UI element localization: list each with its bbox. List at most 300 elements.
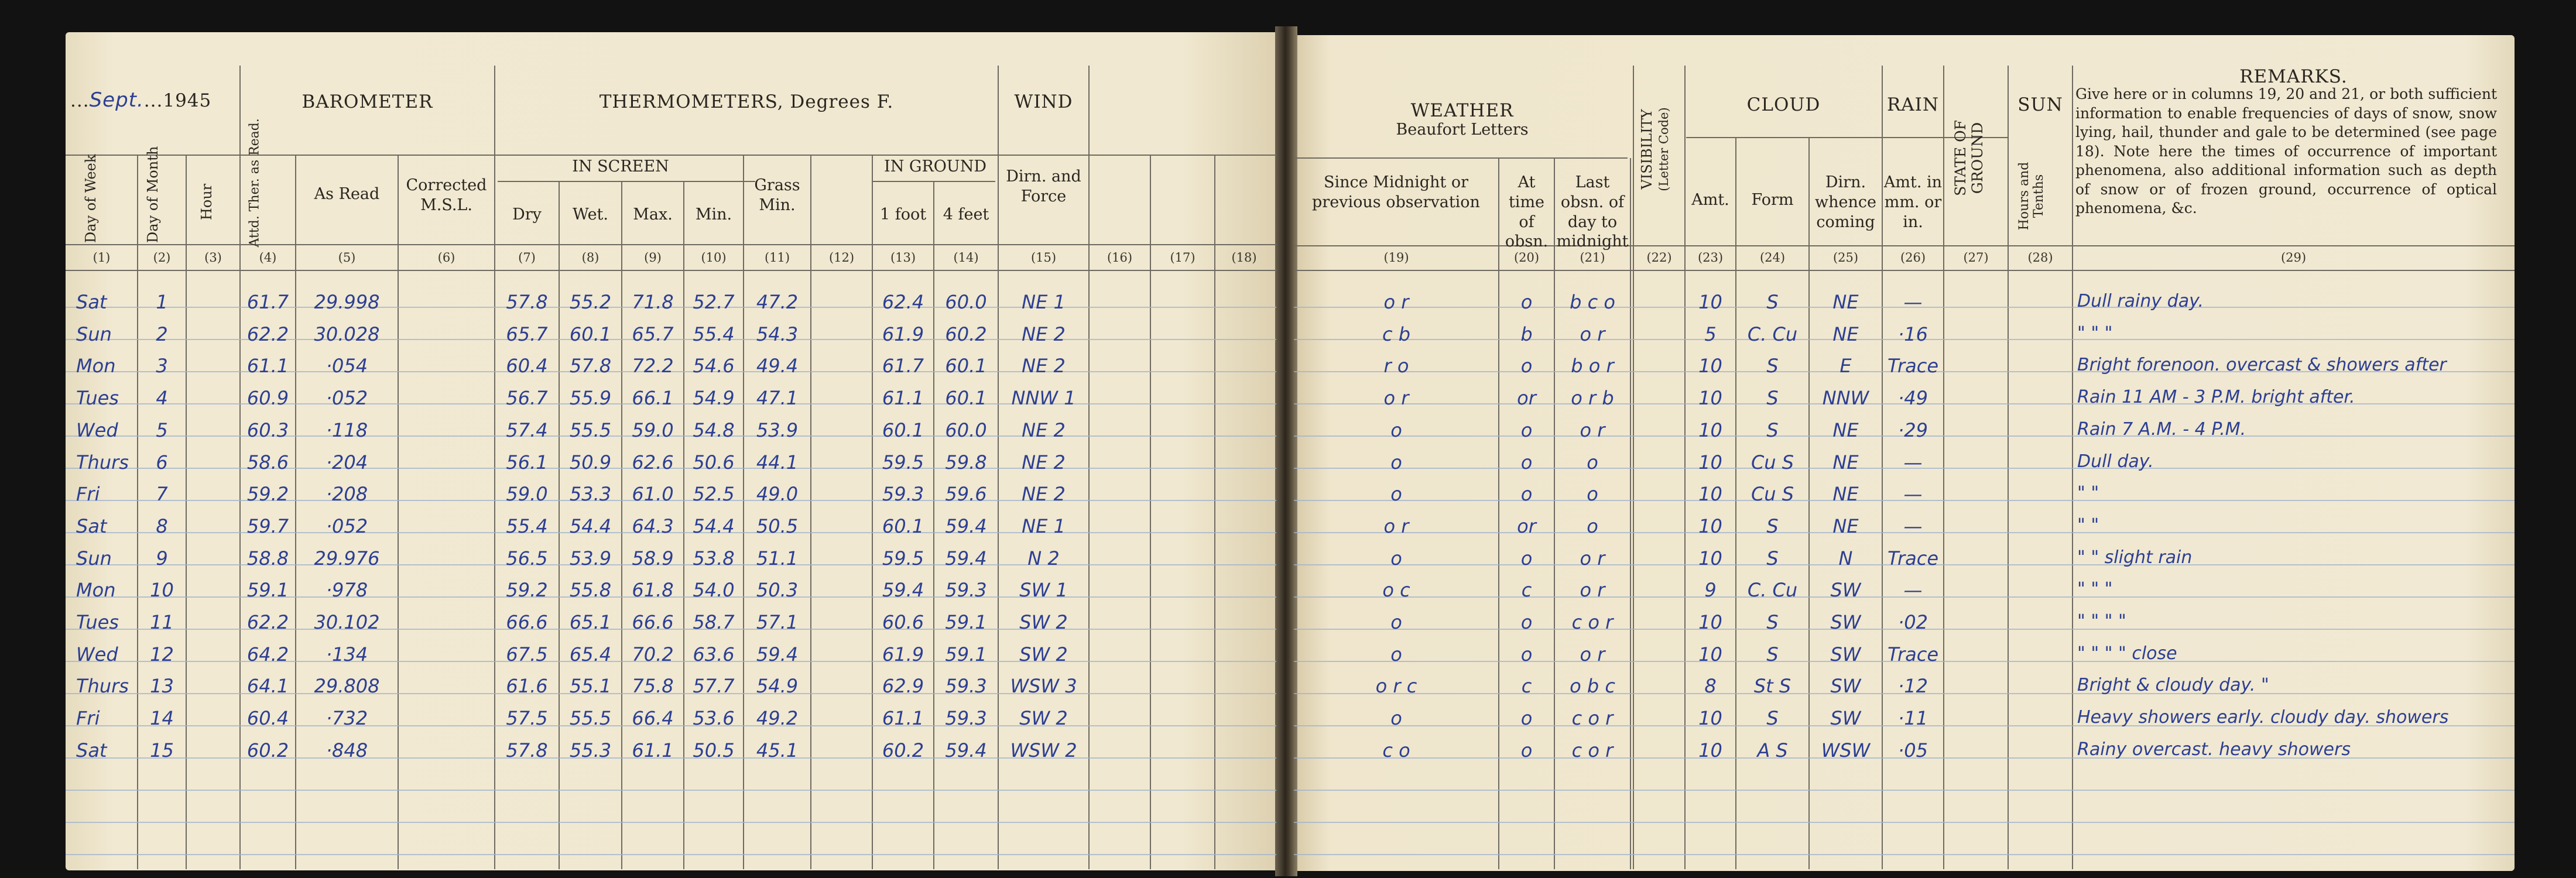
cell-c-amt: 10 [1698, 419, 1722, 441]
cell-grass: 57.1 [756, 611, 799, 633]
col-day-of-week: Day of Week [83, 154, 99, 243]
cell-feet4: 60.0 [945, 291, 987, 313]
cell-max: 64.3 [632, 515, 674, 537]
cell-dow: Thurs [76, 451, 129, 474]
cell-wet: 55.3 [569, 739, 612, 762]
cell-attd: 64.1 [246, 675, 289, 698]
cell-w-last: o r [1580, 419, 1605, 441]
cell-w-last: o [1587, 451, 1598, 474]
cell-c-form: Cu S [1751, 451, 1794, 474]
cell-as-read: ·052 [326, 387, 368, 410]
cell-min: 50.6 [693, 451, 735, 474]
cell-foot1: 60.6 [882, 611, 924, 633]
cell-rain: ·29 [1898, 419, 1928, 441]
sun-heading: SUN [2017, 94, 2063, 115]
cell-remark: Dull rainy day. [2077, 291, 2204, 311]
wind-heading: WIND [1014, 91, 1073, 112]
cell-c-dirn: NE [1832, 483, 1859, 506]
cell-dow: Sun [76, 547, 112, 570]
cell-dom: 1 [156, 291, 168, 313]
col-last-obsn: Last obsn. of day to midnight [1556, 173, 1629, 251]
colnum: (14) [953, 251, 979, 265]
cell-attd: 64.2 [246, 643, 289, 666]
cell-w-last: o r [1580, 547, 1605, 570]
cell-c-dirn: NE [1832, 515, 1859, 537]
colnum: (5) [338, 251, 356, 265]
cell-wet: 60.1 [569, 323, 612, 345]
cell-as-read: ·208 [326, 483, 368, 506]
cell-min: 58.7 [693, 611, 735, 633]
cell-w-last: o [1587, 515, 1598, 537]
cell-c-form: S [1766, 355, 1779, 378]
cell-min: 55.4 [693, 323, 735, 345]
cell-w-since: o r [1383, 387, 1409, 410]
cell-w-last: o r b [1571, 387, 1614, 410]
cell-w-since: c o [1382, 739, 1410, 762]
cell-rain: — [1903, 451, 1923, 474]
cell-wind: WSW 2 [1010, 739, 1077, 762]
cell-max: 61.0 [632, 483, 674, 506]
cell-rain: ·02 [1898, 611, 1928, 633]
colnum: (8) [581, 251, 600, 265]
cell-wet: 55.2 [569, 291, 612, 313]
cell-foot1: 61.1 [882, 707, 924, 730]
cell-feet4: 59.1 [945, 643, 987, 666]
cell-attd: 58.8 [246, 547, 289, 570]
col-since-midnight: Since Midnight or previous observation [1312, 173, 1480, 211]
cell-dow: Sat [76, 291, 107, 313]
cell-dow: Fri [76, 483, 100, 506]
cell-as-read: ·848 [326, 739, 368, 762]
cell-min: 52.5 [693, 483, 735, 506]
cell-w-at: o [1520, 611, 1533, 633]
cell-min: 52.7 [693, 291, 735, 313]
cell-c-amt: 10 [1698, 291, 1722, 313]
cell-rain: Trace [1887, 547, 1939, 570]
cell-w-at: o [1520, 547, 1533, 570]
cell-c-form: C. Cu [1747, 579, 1798, 602]
cell-attd: 61.1 [246, 355, 289, 378]
cell-dom: 2 [156, 323, 168, 345]
cell-dry: 66.6 [506, 611, 548, 633]
cell-as-read: 29.976 [314, 547, 380, 570]
cell-dry: 60.4 [506, 355, 548, 378]
col-as-read: As Read [314, 185, 380, 203]
cell-grass: 59.4 [756, 643, 799, 666]
col-wet: Wet. [573, 205, 608, 224]
col-4-feet: 4 feet [943, 205, 989, 224]
cell-dom: 8 [156, 515, 168, 537]
col-attd-ther: Attd. Ther. as Read. [247, 118, 262, 248]
cell-wet: 55.8 [569, 579, 612, 602]
cell-dom: 7 [156, 483, 168, 506]
cell-as-read: ·054 [326, 355, 368, 378]
cell-grass: 44.1 [756, 451, 799, 474]
colnum: (27) [1963, 251, 1989, 265]
cell-dry: 56.1 [506, 451, 548, 474]
cell-feet4: 60.2 [945, 323, 987, 345]
cell-rain: — [1903, 515, 1923, 537]
cell-w-since: r o [1383, 355, 1409, 378]
cell-c-amt: 10 [1698, 387, 1722, 410]
cell-rain: ·11 [1898, 707, 1928, 730]
cell-c-dirn: SW [1830, 579, 1861, 602]
cell-dry: 56.5 [506, 547, 548, 570]
cell-as-read: ·204 [326, 451, 368, 474]
cell-wind: NE 2 [1022, 483, 1066, 506]
cell-min: 54.9 [693, 387, 735, 410]
beaufort-subheading: Beaufort Letters [1396, 121, 1529, 139]
cell-max: 70.2 [632, 643, 674, 666]
cell-max: 75.8 [632, 675, 674, 698]
cell-attd: 60.3 [246, 419, 289, 441]
cell-c-amt: 10 [1698, 739, 1722, 762]
cell-feet4: 59.8 [945, 451, 987, 474]
cell-grass: 51.1 [756, 547, 799, 570]
cell-grass: 47.2 [756, 291, 799, 313]
cell-grass: 45.1 [756, 739, 799, 762]
cell-feet4: 59.1 [945, 611, 987, 633]
cell-max: 58.9 [632, 547, 674, 570]
cell-foot1: 59.3 [882, 483, 924, 506]
colnum: (15) [1030, 251, 1057, 265]
colnum: (28) [2027, 251, 2053, 265]
cell-wet: 55.5 [569, 419, 612, 441]
cell-attd: 60.9 [246, 387, 289, 410]
cell-as-read: 29.998 [314, 291, 380, 313]
cell-c-form: St S [1753, 675, 1791, 698]
in-screen-heading: IN SCREEN [572, 157, 669, 176]
cell-rain: ·49 [1898, 387, 1928, 410]
cell-c-amt: 10 [1698, 611, 1722, 633]
cell-w-at: or [1517, 515, 1536, 537]
colnum: (16) [1107, 251, 1133, 265]
cell-w-at: c [1521, 579, 1532, 602]
cell-dow: Mon [76, 579, 116, 602]
cell-max: 62.6 [632, 451, 674, 474]
cell-w-since: o [1390, 643, 1402, 666]
month-handwritten: Sept. [89, 88, 144, 112]
cell-c-amt: 10 [1698, 643, 1722, 666]
cell-remark: " " [2077, 483, 2099, 504]
cell-min: 54.0 [693, 579, 735, 602]
colnum: (10) [701, 251, 727, 265]
cell-w-since: o [1390, 419, 1402, 441]
cell-grass: 50.5 [756, 515, 799, 537]
cell-w-since: o [1390, 547, 1402, 570]
col-dry: Dry [512, 205, 542, 224]
cell-wind: SW 2 [1019, 643, 1068, 666]
cell-as-read: 30.102 [314, 611, 380, 633]
col-hour: Hour [198, 183, 215, 221]
cell-foot1: 62.9 [882, 675, 924, 698]
cloud-heading: CLOUD [1746, 94, 1821, 115]
cell-c-amt: 10 [1698, 483, 1722, 506]
cell-wet: 57.8 [569, 355, 612, 378]
cell-wet: 55.5 [569, 707, 612, 730]
cell-w-at: o [1520, 419, 1533, 441]
cell-foot1: 59.5 [882, 547, 924, 570]
cell-w-since: o r [1383, 291, 1409, 313]
cell-c-dirn: NNW [1822, 387, 1869, 410]
cell-max: 71.8 [632, 291, 674, 313]
cell-w-last: o [1587, 483, 1598, 506]
cell-c-dirn: NE [1832, 419, 1859, 441]
cell-max: 61.8 [632, 579, 674, 602]
cell-w-at: o [1520, 291, 1533, 313]
cell-c-amt: 10 [1698, 547, 1722, 570]
col-hours-tenths: Hours and Tenths [2017, 162, 2047, 231]
cell-attd: 59.1 [246, 579, 289, 602]
cell-as-read: ·732 [326, 707, 368, 730]
cell-as-read: ·134 [326, 643, 368, 666]
cell-c-dirn: SW [1830, 643, 1861, 666]
cell-c-dirn: WSW [1821, 739, 1871, 762]
cell-max: 66.1 [632, 387, 674, 410]
cell-c-form: S [1766, 643, 1779, 666]
cell-c-form: S [1766, 707, 1779, 730]
barometer-heading: BAROMETER [302, 91, 433, 112]
cell-dow: Tues [76, 611, 119, 633]
cell-remark: Rainy overcast. heavy showers [2077, 739, 2351, 760]
colnum: (18) [1231, 251, 1257, 265]
cell-wind: NE 2 [1022, 323, 1066, 345]
month-year-heading: ...Sept....1945 [70, 88, 212, 112]
colnum: (21) [1580, 251, 1605, 265]
cell-attd: 59.7 [246, 515, 289, 537]
cell-dow: Fri [76, 707, 100, 730]
colnum: (12) [828, 251, 855, 265]
cell-wind: NE 1 [1022, 291, 1066, 313]
cell-dom: 3 [156, 355, 168, 378]
col-max: Max. [633, 205, 673, 224]
cell-c-form: S [1766, 387, 1779, 410]
cell-dow: Thurs [76, 675, 129, 698]
cell-min: 54.4 [693, 515, 735, 537]
cell-w-at: o [1520, 643, 1533, 666]
cell-c-amt: 10 [1698, 355, 1722, 378]
rain-heading: RAIN [1886, 94, 1940, 115]
cell-c-amt: 10 [1698, 451, 1722, 474]
cell-min: 53.6 [693, 707, 735, 730]
col-amt: Amt. [1691, 191, 1729, 209]
cell-rain: ·16 [1898, 323, 1928, 345]
cell-w-last: c o r [1571, 739, 1614, 762]
cell-rain: ·05 [1898, 739, 1928, 762]
colnum: (2) [153, 251, 171, 265]
cell-dry: 57.8 [506, 291, 548, 313]
cell-grass: 53.9 [756, 419, 799, 441]
cell-wet: 65.1 [569, 611, 612, 633]
colnum: (23) [1697, 251, 1724, 265]
cell-foot1: 61.7 [882, 355, 924, 378]
cell-w-last: o r [1580, 643, 1605, 666]
cell-dow: Mon [76, 355, 116, 378]
cell-rain: ·12 [1898, 675, 1928, 698]
cell-dry: 55.4 [506, 515, 548, 537]
cell-grass: 49.0 [756, 483, 799, 506]
cell-grass: 49.4 [756, 355, 799, 378]
cell-w-at: b [1520, 323, 1533, 345]
cell-foot1: 60.1 [882, 419, 924, 441]
cell-remark: Rain 7 A.M. - 4 P.M. [2077, 419, 2246, 440]
cell-feet4: 59.3 [945, 675, 987, 698]
cell-attd: 60.4 [246, 707, 289, 730]
cell-c-form: C. Cu [1747, 323, 1798, 345]
remarks-heading: REMARKS. [2239, 66, 2348, 87]
col-day-of-month: Day of Month [145, 146, 161, 243]
cell-min: 53.8 [693, 547, 735, 570]
cell-dom: 5 [156, 419, 168, 441]
cell-dom: 13 [150, 675, 174, 698]
cell-max: 59.0 [632, 419, 674, 441]
cell-w-last: o r [1580, 579, 1605, 602]
cell-dow: Sat [76, 739, 107, 762]
col-min: Min. [695, 205, 732, 224]
cell-c-dirn: SW [1830, 675, 1861, 698]
cell-remark: Heavy showers early. cloudy day. showers [2077, 707, 2449, 728]
cell-dry: 57.4 [506, 419, 548, 441]
cell-feet4: 60.1 [945, 355, 987, 378]
cell-feet4: 59.3 [945, 707, 987, 730]
cell-remark: " " [2077, 515, 2099, 536]
cell-w-last: c o r [1571, 611, 1614, 633]
cell-foot1: 62.4 [882, 291, 924, 313]
cell-attd: 60.2 [246, 739, 289, 762]
colnum: (19) [1383, 251, 1409, 265]
cell-feet4: 59.4 [945, 515, 987, 537]
cell-remark: Dull day. [2077, 451, 2154, 472]
cell-dom: 12 [150, 643, 174, 666]
cell-w-since: o c [1382, 579, 1410, 602]
cell-dow: Tues [76, 387, 119, 410]
cell-dry: 59.2 [506, 579, 548, 602]
colnum: (24) [1759, 251, 1786, 265]
cell-dry: 57.5 [506, 707, 548, 730]
cell-w-since: o [1390, 451, 1402, 474]
in-ground-heading: IN GROUND [884, 157, 986, 176]
cell-wet: 65.4 [569, 643, 612, 666]
cell-w-at: o [1520, 451, 1533, 474]
cell-feet4: 59.3 [945, 579, 987, 602]
weather-heading: WEATHER [1410, 100, 1514, 121]
cell-remark: Bright & cloudy day. " [2077, 675, 2269, 696]
cell-wet: 50.9 [569, 451, 612, 474]
cell-c-amt: 10 [1698, 707, 1722, 730]
cell-c-dirn: NE [1832, 451, 1859, 474]
cell-c-dirn: SW [1830, 611, 1861, 633]
cell-as-read: ·052 [326, 515, 368, 537]
colnum: (11) [764, 251, 790, 265]
colnum: (6) [437, 251, 455, 265]
cell-remark: " " slight rain [2077, 547, 2193, 568]
cell-wind: NE 2 [1022, 419, 1066, 441]
cell-c-amt: 9 [1704, 579, 1717, 602]
cell-remark: Rain 11 AM - 3 P.M. bright after. [2077, 387, 2355, 408]
cell-attd: 62.2 [246, 611, 289, 633]
cell-w-since: o [1390, 707, 1402, 730]
cell-as-read: 29.808 [314, 675, 380, 698]
cell-w-since: o r c [1375, 675, 1417, 698]
cell-feet4: 59.4 [945, 739, 987, 762]
cell-max: 61.1 [632, 739, 674, 762]
cell-c-form: A S [1757, 739, 1788, 762]
cell-wind: WSW 3 [1010, 675, 1077, 698]
col-grass-min: Grass Min. [754, 176, 800, 214]
cell-attd: 58.6 [246, 451, 289, 474]
cell-wet: 55.1 [569, 675, 612, 698]
cell-remark: Bright forenoon. overcast & showers after [2077, 355, 2447, 376]
cell-w-since: o [1390, 611, 1402, 633]
cell-w-at: o [1520, 483, 1533, 506]
col-1-foot: 1 foot [879, 205, 927, 224]
col-at-time: At time of obsn. [1505, 173, 1549, 251]
cell-c-form: S [1766, 419, 1779, 441]
cell-foot1: 61.1 [882, 387, 924, 410]
cell-min: 57.7 [693, 675, 735, 698]
cell-w-since: o r [1383, 515, 1409, 537]
cell-w-at: o [1520, 739, 1533, 762]
cell-dry: 56.7 [506, 387, 548, 410]
cell-attd: 61.7 [246, 291, 289, 313]
cell-max: 72.2 [632, 355, 674, 378]
cell-as-read: ·978 [326, 579, 368, 602]
cell-wind: NE 2 [1022, 355, 1066, 378]
cell-c-form: S [1766, 515, 1779, 537]
cell-foot1: 60.2 [882, 739, 924, 762]
cell-grass: 49.2 [756, 707, 799, 730]
cell-feet4: 59.4 [945, 547, 987, 570]
cell-dry: 57.8 [506, 739, 548, 762]
remarks-instructions: Give here or in columns 19, 20 and 21, or both sufficient information to enable frequencies of days of snow, snow lying, hail, thunder and gale to be determined (see page 18). Note here the times of occurrence of important phenomena, also additional information such as depth of snow or of frozen ground, occurrence of optical phenomena, &c. [2075, 85, 2497, 217]
colnum: (3) [204, 251, 222, 265]
cell-as-read: 30.028 [314, 323, 380, 345]
cell-w-last: o b c [1570, 675, 1615, 698]
cell-dom: 6 [156, 451, 168, 474]
cell-min: 50.5 [693, 739, 735, 762]
cell-w-at: o [1520, 707, 1533, 730]
cell-w-since: o [1390, 483, 1402, 506]
cell-w-at: o [1520, 355, 1533, 378]
cell-wind: NE 2 [1022, 451, 1066, 474]
cell-grass: 54.3 [756, 323, 799, 345]
cell-wind: N 2 [1027, 547, 1060, 570]
cell-c-form: S [1766, 611, 1779, 633]
cell-as-read: ·118 [326, 419, 368, 441]
cell-dry: 59.0 [506, 483, 548, 506]
cell-w-since: c b [1382, 323, 1411, 345]
cell-grass: 54.9 [756, 675, 799, 698]
cell-w-at: c [1521, 675, 1532, 698]
cell-foot1: 61.9 [882, 323, 924, 345]
cell-dom: 4 [156, 387, 168, 410]
cell-dow: Wed [76, 643, 118, 666]
colnum: (17) [1170, 251, 1195, 265]
cell-grass: 47.1 [756, 387, 799, 410]
cell-c-amt: 5 [1704, 323, 1717, 345]
cell-c-form: Cu S [1751, 483, 1794, 506]
cell-wind: SW 2 [1019, 707, 1068, 730]
cell-dry: 61.6 [506, 675, 548, 698]
cell-dom: 11 [150, 611, 174, 633]
cell-max: 66.4 [632, 707, 674, 730]
cell-w-at: or [1517, 387, 1536, 410]
col-corrected-msl: Corrected M.S.L. [406, 176, 487, 214]
cell-foot1: 59.4 [882, 579, 924, 602]
cell-min: 63.6 [693, 643, 735, 666]
cell-c-dirn: N [1838, 547, 1853, 570]
colnum: (13) [890, 251, 916, 265]
